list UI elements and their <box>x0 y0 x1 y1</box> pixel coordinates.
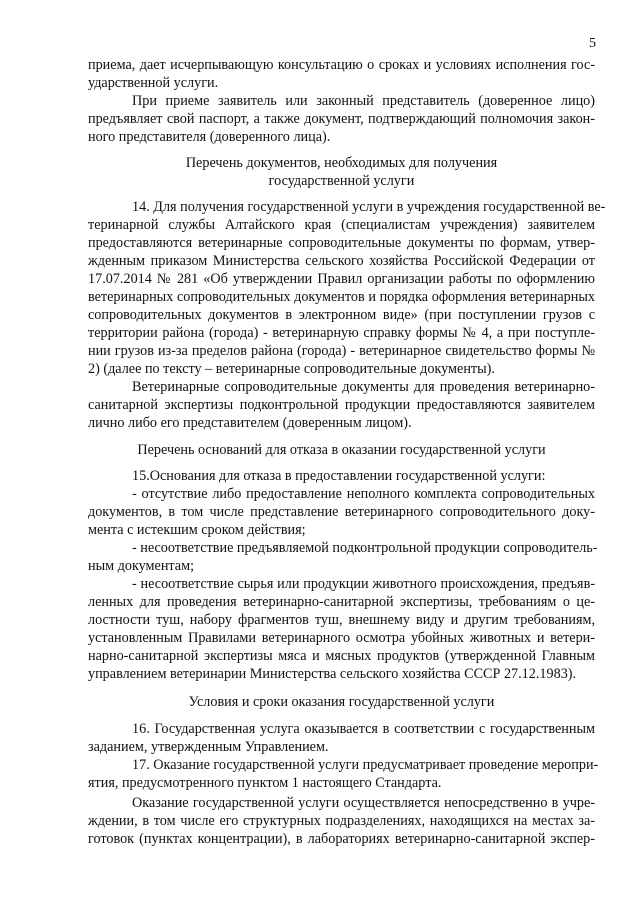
text-line: Оказание государственной услуги осуществляется непосредственно в учре- <box>132 795 595 811</box>
text-line: 15.Основания для отказа в предоставлении государственной услуги: <box>132 468 546 484</box>
text-line: жденным приказом Министерства сельского хозяйства Российской Федерации от <box>88 253 595 269</box>
text-line: нарно-санитарной экспертизы мяса и мясных продуктов (утвержденной Главным <box>88 648 595 664</box>
text-line: документов, в том числе представление ветеринарного сопроводительного доку- <box>88 504 595 520</box>
text-line: ным документам; <box>88 558 195 574</box>
text-line: ленных для проведения ветеринарно-санитарной экспертизы, требованиям о це- <box>88 594 595 610</box>
text-line: управлением ветеринарии Министерства сельского хозяйства СССР 27.12.1983). <box>88 666 577 682</box>
text-line: 17.07.2014 № 281 «Об утверждении Правил организации работы по оформлению <box>88 271 595 287</box>
text-line: санитарной экспертизы подконтрольной продукции предоставляются заявителем <box>88 397 595 413</box>
text-line: 16. Государственная услуга оказывается в соответствии с государственным <box>132 721 595 737</box>
section-heading: Условия и сроки оказания государственной услуги <box>188 694 495 710</box>
text-line: теринарной службы Алтайского края (специалистам учреждения) заявителем <box>88 217 595 233</box>
text-line: 17. Оказание государственной услуги предусматривает проведение меропри- <box>132 757 599 773</box>
text-line: Ветеринарные сопроводительные документы для проведения ветеринарно- <box>132 379 595 395</box>
text-line: ударственной услуги. <box>88 75 219 91</box>
text-line: ного представителя (доверенного лица). <box>88 129 331 145</box>
text-line: - отсутствие либо предоставление неполного комплекта сопроводительных <box>132 486 595 502</box>
text-line: сопроводительных документов в электронном виде» (при поступлении грузов с <box>88 307 595 323</box>
text-line: нии грузов из-за пределов района (города) - ветеринарное свидетельство формы № <box>88 343 595 359</box>
text-line: - несоответствие сырья или продукции животного происхождения, предъяв- <box>132 576 595 592</box>
text-line: 2) (далее по тексту – ветеринарные сопроводительные документы). <box>88 361 495 377</box>
text-line: лично либо его представителем (доверенным лицом). <box>88 415 412 431</box>
section-heading: Перечень документов, необходимых для получения <box>185 155 498 171</box>
section-heading: государственной услуги <box>268 173 415 189</box>
text-line: 14. Для получения государственной услуги в учреждения государственной ве- <box>132 199 606 215</box>
text-line: предоставляются ветеринарные сопроводительные документы по формам, утвер- <box>88 235 595 251</box>
text-line: предъявляет свой паспорт, а также документ, подтверждающий полномочия закон- <box>88 111 595 127</box>
text-line: установленным Правилами ветеринарного осмотра убойных животных и ветери- <box>88 630 595 646</box>
text-line: заданием, утвержденным Управлением. <box>88 739 329 755</box>
text-line: лостности туш, набору фрагментов туш, внешнему виду и другим требованиям, <box>88 612 595 628</box>
text-line: ятия, предусмотренного пунктом 1 настоящего Стандарта. <box>88 775 442 791</box>
section-heading: Перечень оснований для отказа в оказании государственной услуги <box>137 442 546 458</box>
text-line: - несоответствие предъявляемой подконтрольной продукции сопроводитель- <box>132 540 598 556</box>
page-number: 5 <box>589 36 596 51</box>
text-line: При приеме заявитель или законный представитель (доверенное лицо) <box>132 93 595 109</box>
text-line: приема, дает исчерпывающую консультацию о сроках и условиях исполнения гос- <box>88 57 595 73</box>
text-line: готовок (пунктах концентрации), в лабораториях ветеринарно-санитарной экспер- <box>88 831 595 847</box>
text-line: территории района (города) - ветеринарную справку формы № 4, а при поступле- <box>88 325 595 341</box>
text-line: ждении, в том числе его структурных подразделениях, находящихся на местах за- <box>88 813 595 829</box>
text-line: ветеринарных сопроводительных документов и порядка оформления ветеринарных <box>88 289 595 305</box>
text-line: мента с истекшим сроком действия; <box>88 522 306 538</box>
